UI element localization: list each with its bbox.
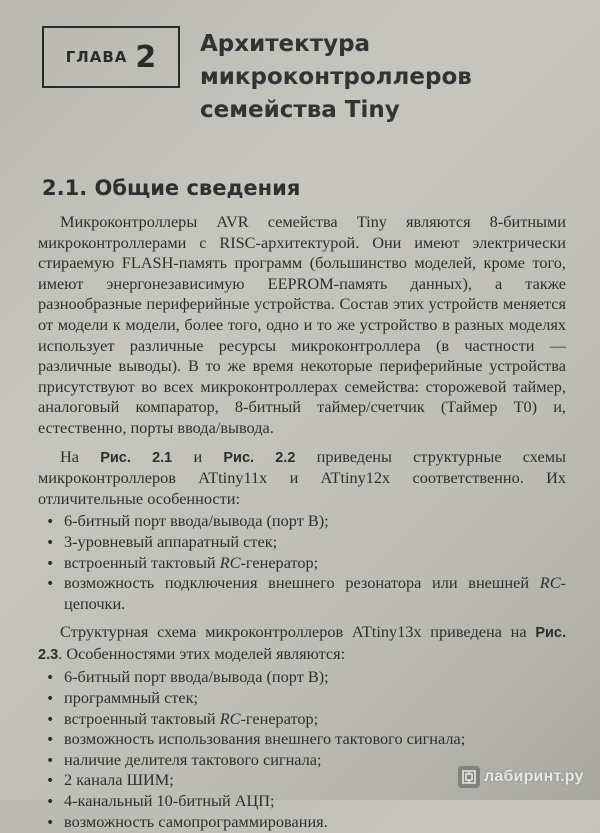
figure-ref-2-3: Рис. 2.3 — [38, 625, 566, 663]
list-item-text: 4-канальный 10-битный АЦП; — [64, 791, 275, 811]
list-item-text: наличие делителя тактового сигнала; — [64, 749, 322, 769]
list-item-text: -генератор; — [240, 552, 319, 572]
chapter-title — [200, 28, 530, 127]
list-item — [38, 688, 566, 709]
paragraph-intro: Микроконтроллеры AVR семейства Tiny являются 8-битными микроконтроллерами с RISC-архитектурой. Они имеют электрически стираемую FLASH-память программ (большинство моделей, кроме того, имеют энергонезависимую EEPROM-память данных), а также разнообразные периферийные устройства. Состав этих устройств меняется от модели к модели, более того, одно и то же устройство в разных моделях использует различные ресурсы микроконтроллера (в частности — различные выводы). В то же время некоторые периферийные устройства присутствуют во всех микроконтроллерах семейства: сторожевой таймер, аналоговый компаратор, 8-битный таймер/счетчик (Таймер T0) и, естественно, порты ввода/вывода. — [38, 212, 566, 437]
watermark-text: лабиринт.ру — [484, 768, 584, 785]
section-title: 2.1. Общие сведения — [42, 176, 301, 200]
text-span: и — [172, 446, 224, 466]
features-list-tiny11-12 — [38, 511, 566, 614]
list-item — [38, 532, 566, 553]
list-item-text: -генератор; — [240, 708, 319, 728]
bullet-icon — [46, 770, 54, 792]
list-item-text: возможность подключения внешнего резонатора или внешней — [64, 573, 540, 593]
list-item-text: программный стек; — [64, 688, 199, 708]
list-item-text: возможность самопрограммирования. — [64, 811, 328, 831]
list-item — [38, 553, 566, 574]
chapter-number: 2 — [135, 39, 157, 75]
bullet-icon — [46, 812, 54, 833]
list-item-text: 6-битный порт ввода/вывода (порт B); — [64, 511, 329, 531]
bullet-icon — [46, 750, 54, 772]
paragraph-figure-13 — [38, 622, 566, 665]
list-item-text: встроенный тактовый — [64, 552, 220, 572]
list-item-text: возможность использования внешнего тактового сигнала; — [64, 729, 466, 749]
text-span: . Особенностями этих моделей являются: — [58, 643, 346, 663]
chapter-badge — [42, 26, 180, 88]
text-span: На — [60, 446, 101, 466]
list-item — [38, 573, 566, 614]
list-item-text: 2 канала ШИМ; — [64, 770, 174, 790]
bullet-icon — [46, 573, 54, 595]
chapter-title-line: семейства Tiny — [200, 97, 400, 123]
bullet-icon — [46, 688, 54, 710]
list-item-text: встроенный тактовый — [64, 708, 220, 728]
bullet-icon — [46, 553, 54, 575]
chapter-label: ГЛАВА — [65, 48, 128, 66]
list-item-text: 6-битный порт ввода/вывода (порт B); — [64, 667, 329, 687]
bullet-icon — [46, 729, 54, 751]
list-item-text: 3-уровневый аппаратный стек; — [64, 531, 278, 551]
bullet-icon — [46, 709, 54, 731]
figure-ref-2-2: Рис. 2.2 — [223, 449, 296, 466]
list-item — [38, 709, 566, 730]
list-item — [38, 729, 566, 750]
bullet-icon — [46, 791, 54, 813]
text-span: Структурная схема микроконтроллеров ATtiny13x приведена на — [60, 622, 536, 642]
labirint-logo-icon — [458, 766, 480, 788]
paragraph-figures-11-12 — [38, 447, 566, 510]
list-item — [38, 812, 566, 833]
body-text — [38, 212, 566, 832]
list-item — [38, 791, 566, 812]
list-item-text: RC — [219, 552, 241, 572]
chapter-title-line: микроконтроллеров — [200, 64, 472, 90]
bullet-icon — [46, 532, 54, 554]
bullet-icon — [46, 511, 54, 533]
list-item-text: RC — [539, 573, 561, 593]
chapter-title-line: Архитектура — [200, 31, 371, 57]
features-list-tiny13 — [38, 667, 566, 832]
list-item — [38, 667, 566, 688]
watermark — [458, 766, 584, 788]
bullet-icon — [46, 667, 54, 689]
text-span: приведены структурные схемы микроконтроллеров ATtiny11x и ATtiny12x соответственно. Их отличительные особенности: — [38, 446, 566, 508]
figure-ref-2-1: Рис. 2.1 — [100, 449, 173, 466]
list-item-text: RC — [219, 708, 241, 728]
list-item-text: -цепочки. — [64, 573, 566, 613]
list-item — [38, 511, 566, 532]
